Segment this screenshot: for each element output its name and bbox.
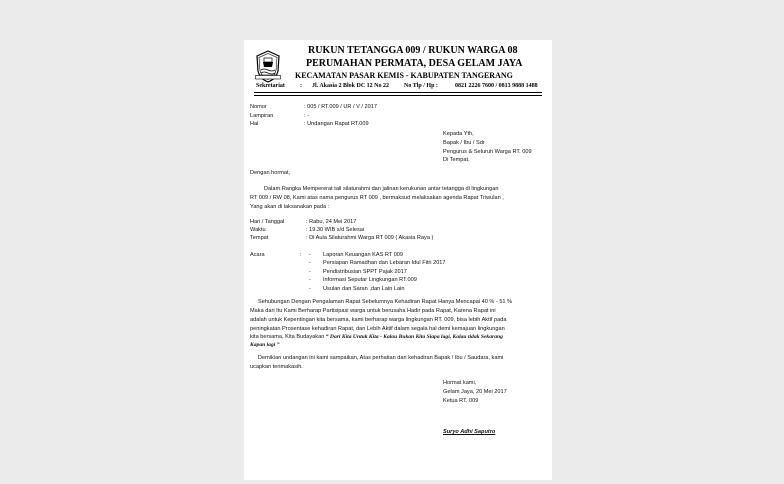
body-line-2: Maka dari Itu Kami Berharap Partisipasi warga untuk berusaha Hadir pada Rapat, Karena Rapat ini	[250, 308, 496, 314]
recipient-line-3: Pengurus & Seluruh Warga RT. 009	[443, 149, 532, 155]
letterhead-address: Jl. Akasia 2 Blok DC 12 No 22	[312, 83, 390, 89]
letterhead-line-2: PERUMAHAN PERMATA, DESA GELAM JAYA	[306, 58, 523, 69]
body-line-4: peningkatan Prosentase kehadiran Rapat, dan Lebih Aktif dalam segala hal demi kemajuan lingkungan	[250, 326, 505, 332]
header-divider-thick	[254, 92, 542, 93]
phone-label: No Tlp / Hp :	[404, 83, 438, 89]
waktu-value: : 19.30 WIB s/d Selesai	[306, 227, 365, 233]
sekretariat-label: Sekretariat	[256, 83, 285, 89]
signature-line-2: Gelam Jaya, 20 Mei 2017	[443, 389, 507, 395]
signature-line-3: Ketua RT. 009	[443, 398, 479, 404]
body-line-3: adalah untuk Kepentingan kita bersama, kami berharap warga lingkungan RT. 009, bisa lebih Aktif pada	[250, 317, 507, 323]
greeting: Dengan hormat,	[250, 170, 291, 176]
signatory-name: Suryo Adhi Saputro	[443, 429, 496, 435]
acara-colon: :	[300, 252, 302, 258]
body-line-5-text: kita bersama, Kita Budayakan	[250, 334, 325, 340]
letterhead-line-1: RUKUN TETANGGA 009 / RUKUN WARGA 08	[308, 45, 518, 56]
acara-dash-1: -	[309, 252, 311, 258]
letterhead-line-3: KECAMATAN PASAR KEMIS - KABUPATEN TANGERANG	[295, 71, 513, 80]
letter-page	[244, 40, 552, 480]
waktu-label: Waktu	[250, 227, 266, 233]
intro-line-1: Dalam Rangka Mempererat tali silaturahmi dan jalinan kerukunan antar tetangga di lingkungan	[264, 186, 499, 192]
tempat-label: Tempat	[250, 235, 269, 241]
nomor-value: : 005 / RT.009 / UR / V / 2017	[304, 104, 377, 110]
acara-label: Acara	[250, 252, 265, 258]
header-divider-thin	[254, 95, 542, 96]
lampiran-label: Lampiran	[250, 113, 274, 119]
hari-value: : Rabu, 24 Mei 2017	[306, 219, 357, 225]
motto-quote-end: Kapan lagi ”	[250, 342, 280, 348]
nomor-label: Nomor	[250, 104, 267, 110]
acara-dash-2: -	[309, 260, 311, 266]
recipient-line-2: Bapak / Ibu / Sdr	[443, 140, 485, 146]
letterhead-phone: 0821 2226 7600 / 0813 9888 1488	[455, 83, 538, 89]
acara-item-5: Usulan dan Saran ,dan Lain Lain	[323, 286, 405, 292]
closing-line-2: ucapkan terimakasih.	[250, 364, 303, 370]
hal-label: Hal	[250, 121, 259, 127]
hal-value: : Undangan Rapat RT.009	[304, 121, 369, 127]
lampiran-value: : -	[304, 113, 309, 119]
intro-line-2: RT 009 / RW 08, Kami atas nama pengurus RT 009 , bermaksud melaksakan agenda Rapat Triwulan ,	[250, 195, 504, 201]
sekretariat-colon: :	[300, 83, 302, 89]
acara-dash-4: -	[309, 277, 311, 283]
acara-item-4: Informasi Seputar Lingkungan RT.009	[323, 277, 417, 283]
tangerang-regency-emblem-icon	[255, 49, 281, 83]
tempat-value: : Di Aula Silaturahmi Warga RT 009 ( Akasia Raya )	[306, 235, 434, 241]
acara-dash-5: -	[309, 286, 311, 292]
acara-item-3: Pendistribusian SPPT Pajak 2017	[323, 269, 407, 275]
acara-item-2: Persiapan Ramadhan dan Lebaran Idul Fitri 2017	[323, 260, 446, 266]
acara-item-1: Laporan Keuangan KAS RT 009	[323, 252, 404, 258]
acara-dash-3: -	[309, 269, 311, 275]
recipient-line-4: Di Tempat.	[443, 157, 470, 163]
hari-label: Hari / Tanggal	[250, 219, 285, 225]
intro-line-3: Yang akan di laksanakan pada :	[250, 204, 330, 210]
body-line-5	[250, 334, 503, 341]
body-line-1: Sehubungan Dengan Pengalaman Rapat Sebelumnya Kehadiran Rapat Hanya Mencapai 40 % - 51 %	[258, 299, 513, 305]
signature-line-1: Hormat kami,	[443, 380, 477, 386]
motto-quote: “ Dari Kita Untuk Kita - Kalau Bukan Kita Siapa lagi, Kalau tidak Sekarang	[324, 334, 503, 340]
closing-line-1: Demikian undangan ini kami sampaikan, Atas perhatian dan kehadiran Bapak / Ibu / Saudara, kami	[258, 355, 504, 361]
recipient-line-1: Kepada Yth,	[443, 131, 474, 137]
